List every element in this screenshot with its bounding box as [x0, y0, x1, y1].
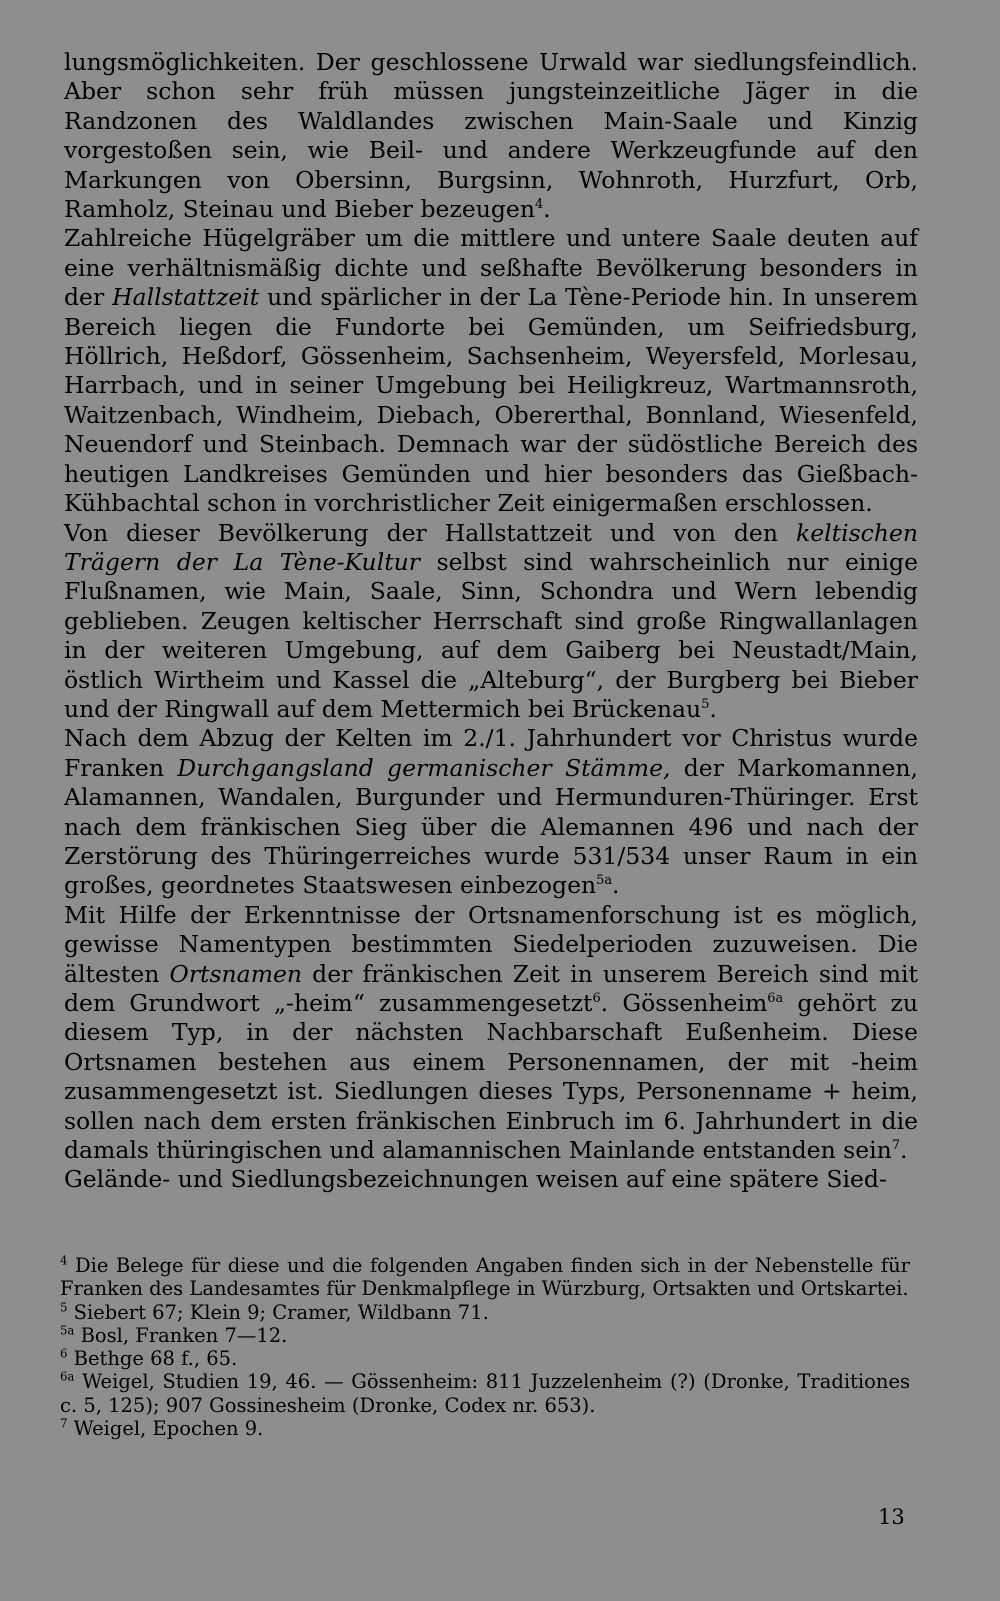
paragraph	[64, 901, 918, 1166]
text-run: der Markomannen, Alamannen, Wandalen, Burgunder und Hermunduren-Thüringer. Erst nach dem fränkischen Sieg über die Alemannen 496 und nach der Zerstörung des Thüringerreiches wurde 531/534 unser Raum in ein großes, geordnetes Staatswesen einbezogen	[64, 753, 918, 900]
text-run: Weigel, Studien 19, 46. — Gössenheim: 811 Juzzelenheim (?) (Dronke, Traditiones c. 5, 125); 907 Gossinesheim (Dronke, Codex nr. 653).	[60, 1370, 910, 1417]
footnote-marker: 6	[60, 1346, 68, 1361]
paragraph	[64, 48, 918, 224]
text-run: .	[709, 694, 717, 723]
text-run: Weigel, Epochen 9.	[67, 1417, 264, 1441]
footnote-marker: 6a	[60, 1369, 75, 1384]
text-run: gehört zu diesem Typ, in der nächsten Nachbarschaft Eußenheim. Diese Ortsnamen bestehen aus einem Personennamen, der mit -heim zusammengesetzt ist. Siedlungen dieses Typs, Personenname + heim, sollen nach dem ersten fränkischen Einbruch im 6. Jahrhundert in die damals thüringischen und alamannischen Mainlande entstanden sein	[64, 989, 918, 1165]
footnote-marker: 5	[701, 697, 710, 713]
footnotes	[60, 1254, 910, 1440]
page-number: 13	[878, 1505, 905, 1529]
footnote-marker: 5a	[60, 1323, 75, 1338]
footnote	[60, 1347, 910, 1370]
footnote	[60, 1370, 910, 1417]
footnote	[60, 1301, 910, 1324]
text-run: Die Belege für diese und die folgenden Angaben finden sich in der Nebenstelle für Franken des Landesamtes für Denkmalpflege in Würzburg, Ortsakten und Ortskartei.	[60, 1254, 910, 1301]
paragraph	[64, 519, 918, 725]
text-run: . Gössenheim	[600, 989, 768, 1017]
footnote-marker: 7	[891, 1138, 901, 1154]
emphasized-text: keltischen Trägern der La Tène-Kultur	[64, 518, 918, 576]
footnote	[60, 1324, 910, 1347]
footnote-marker: 6a	[767, 991, 784, 1007]
paragraph	[64, 224, 918, 518]
text-run: lungsmöglichkeiten. Der geschlossene Urwald war siedlungsfeindlich. Aber schon sehr früh müssen jungsteinzeitliche Jäger in die Randzonen des Waldlandes zwischen Main-Saale und Kinzig vorgestoßen sein, wie Beil- und andere Werkzeugfunde auf den Markungen von Obersinn, Burgsinn, Wohnroth, Hurzfurt, Orb, Ramholz, Steinau und Bieber bezeugen	[64, 48, 918, 224]
footnote-marker: 7	[60, 1416, 68, 1431]
footnote-marker: 4	[60, 1253, 68, 1268]
paragraph	[64, 724, 918, 900]
text-run: der fränkischen Zeit in unserem Bereich sind mit dem Grundwort „-heim“ zusammengesetzt	[64, 959, 918, 1017]
text-run: .	[543, 195, 551, 224]
emphasized-text: Durchgangsland germanischer Stämme,	[177, 753, 671, 782]
footnote-marker: 6	[592, 991, 601, 1007]
emphasized-text: Ortsnamen	[169, 959, 303, 988]
text-run: Siebert 67; Klein 9; Cramer, Wildbann 71.	[67, 1300, 489, 1324]
text-run: Von dieser Bevölkerung der Hallstattzeit und von den	[64, 518, 796, 547]
text-run: .	[900, 1136, 908, 1165]
footnote-marker: 5a	[596, 873, 613, 889]
text-run: Bosl, Franken 7—12.	[74, 1323, 288, 1347]
emphasized-text: Hallstattzeit	[112, 283, 260, 312]
footnote-marker: 4	[534, 197, 544, 213]
footnote	[60, 1417, 910, 1440]
text-run: Gelände- und Siedlungsbezeichnungen weisen auf eine spätere Sied-	[64, 1165, 887, 1194]
paragraph	[64, 1165, 918, 1194]
body-text	[64, 48, 918, 1195]
text-run: Zahlreiche Hügelgräber um die mittlere und untere Saale deuten auf eine verhältnismäßig dichte und seßhafte Bevölkerung besonders in der	[64, 224, 918, 312]
text-run: und spärlicher in der La Tène-Periode hin. In unserem Bereich liegen die Fundorte bei Gemünden, um Seifriedsburg, Höllrich, Heßdorf, Gössenheim, Sachsenheim, Weyersfeld, Morlesau, Harrbach, und in seiner Umgebung bei Heiligkreuz, Wartmannsroth, Waitzenbach, Windheim, Diebach, Obererthal, Bonnland, Wiesenfeld, Neuendorf und Steinbach. Demnach war der südöstliche Bereich des heutigen Landkreises Gemünden und hier besonders das Gießbach-Kühbachtal schon in vorchristlicher Zeit einigermaßen erschlossen.	[64, 283, 918, 518]
text-run: Bethge 68 f., 65.	[67, 1347, 238, 1371]
text-run: Nach dem Abzug der Kelten im 2./1. Jahrhundert vor Christus wurde Franken	[64, 724, 918, 782]
text-run: selbst sind wahrscheinlich nur einige Flußnamen, wie Main, Saale, Sinn, Schondra und Wern lebendig geblieben. Zeugen keltischer Herrschaft sind große Ringwallanlagen in der weiteren Umgebung, auf dem Gaiberg bei Neustadt/Main, östlich Wirtheim und Kassel die „Alteburg“, der Burgberg bei Bieber und der Ringwall auf dem Mettermich bei Brückenau	[64, 547, 918, 723]
footnote	[60, 1254, 910, 1301]
footnote-marker: 5	[60, 1300, 68, 1315]
text-run: .	[612, 871, 620, 900]
text-run: Mit Hilfe der Erkenntnisse der Ortsnamenforschung ist es möglich, gewisse Namentypen bestimmten Siedelperioden zuzuweisen. Die ältesten	[64, 900, 918, 988]
